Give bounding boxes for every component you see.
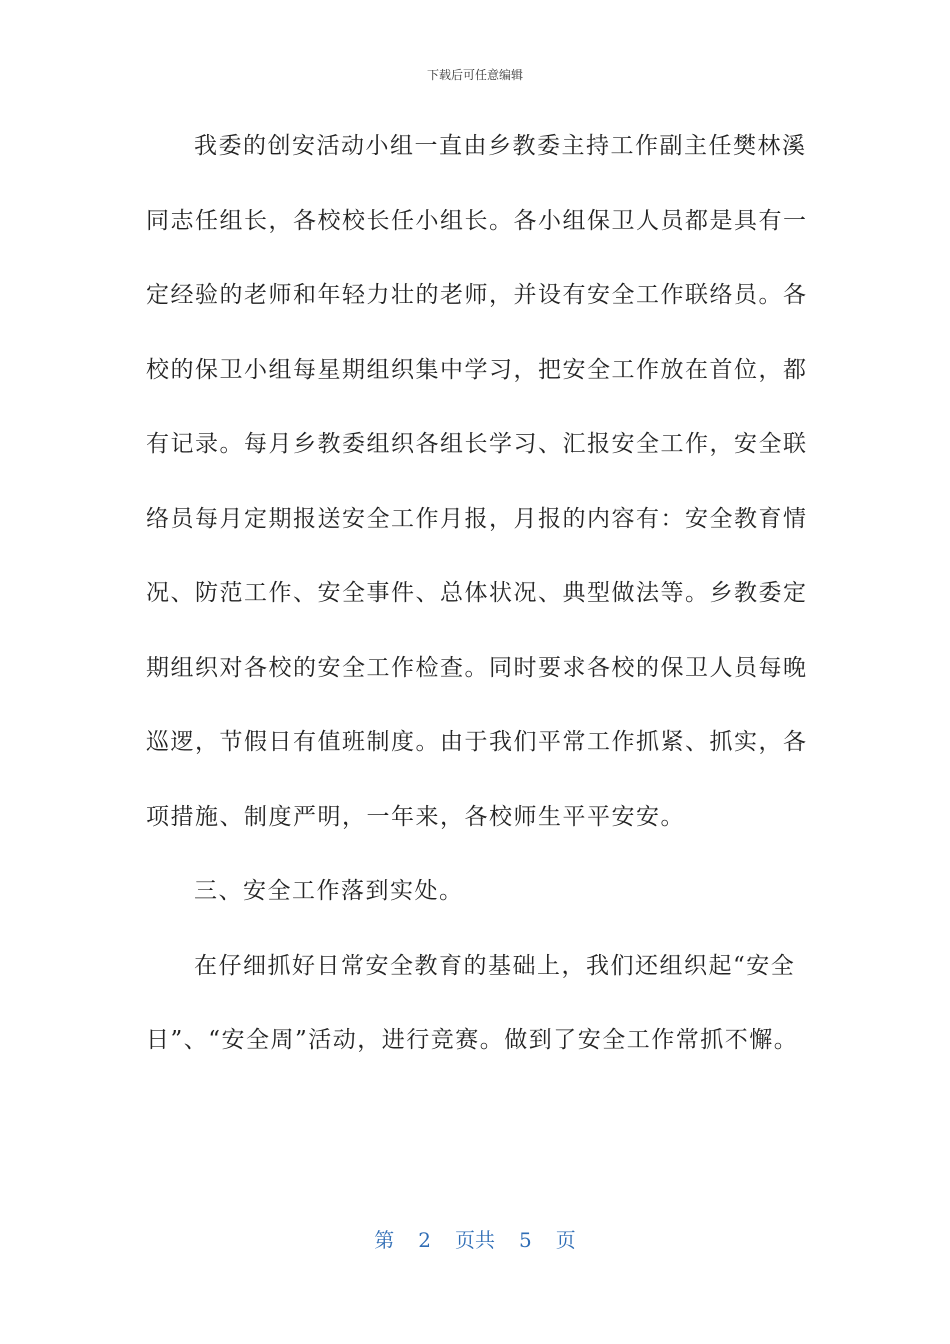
- footer-suffix: 页: [555, 1228, 576, 1252]
- section-heading: 三、安全工作落到实处。: [194, 878, 464, 904]
- footer-middle: 页共: [455, 1228, 495, 1252]
- footer-current-page: 2: [418, 1228, 431, 1252]
- page-footer: [0, 1224, 950, 1253]
- paragraph-line: 定经验的老师和年轻力壮的老师，并设有安全工作联络员。各: [146, 282, 808, 308]
- paragraph-line: 巡逻，节假日有值班制度。由于我们平常工作抓紧、抓实，各: [146, 729, 808, 755]
- document-body: [146, 127, 806, 1096]
- footer-total-pages: 5: [519, 1228, 532, 1252]
- footer-prefix: 第: [374, 1228, 395, 1252]
- paragraph-line: 有记录。每月乡教委组织各组长学习、汇报安全工作，安全联: [146, 431, 808, 457]
- paragraph-line: 况、防范工作、安全事件、总体状况、典型做法等。乡教委定: [146, 580, 808, 606]
- paragraph-line: 络员每月定期报送安全工作月报，月报的内容有：安全教育情: [146, 505, 808, 532]
- paragraph-line: 项措施、制度严明，一年来，各校师生平平安安。: [146, 803, 685, 830]
- paragraph-line: 在仔细抓好日常安全教育的基础上，我们还组织起“安全: [194, 952, 796, 979]
- paragraph-line: 日”、“安全周”活动，进行竞赛。做到了安全工作常抓不懈。: [146, 1027, 799, 1053]
- page-header-note: 下载后可任意编辑: [426, 68, 523, 82]
- paragraph-line: 期组织对各校的安全工作检查。同时要求各校的保卫人员每晚: [146, 654, 808, 681]
- paragraph-line: 我委的创安活动小组一直由乡教委主持工作副主任樊林溪: [194, 133, 807, 159]
- paragraph-line: 同志任组长，各校校长任小组长。各小组保卫人员都是具有一: [146, 207, 808, 234]
- paragraph-line: 校的保卫小组每星期组织集中学习，把安全工作放在首位，都: [146, 356, 808, 383]
